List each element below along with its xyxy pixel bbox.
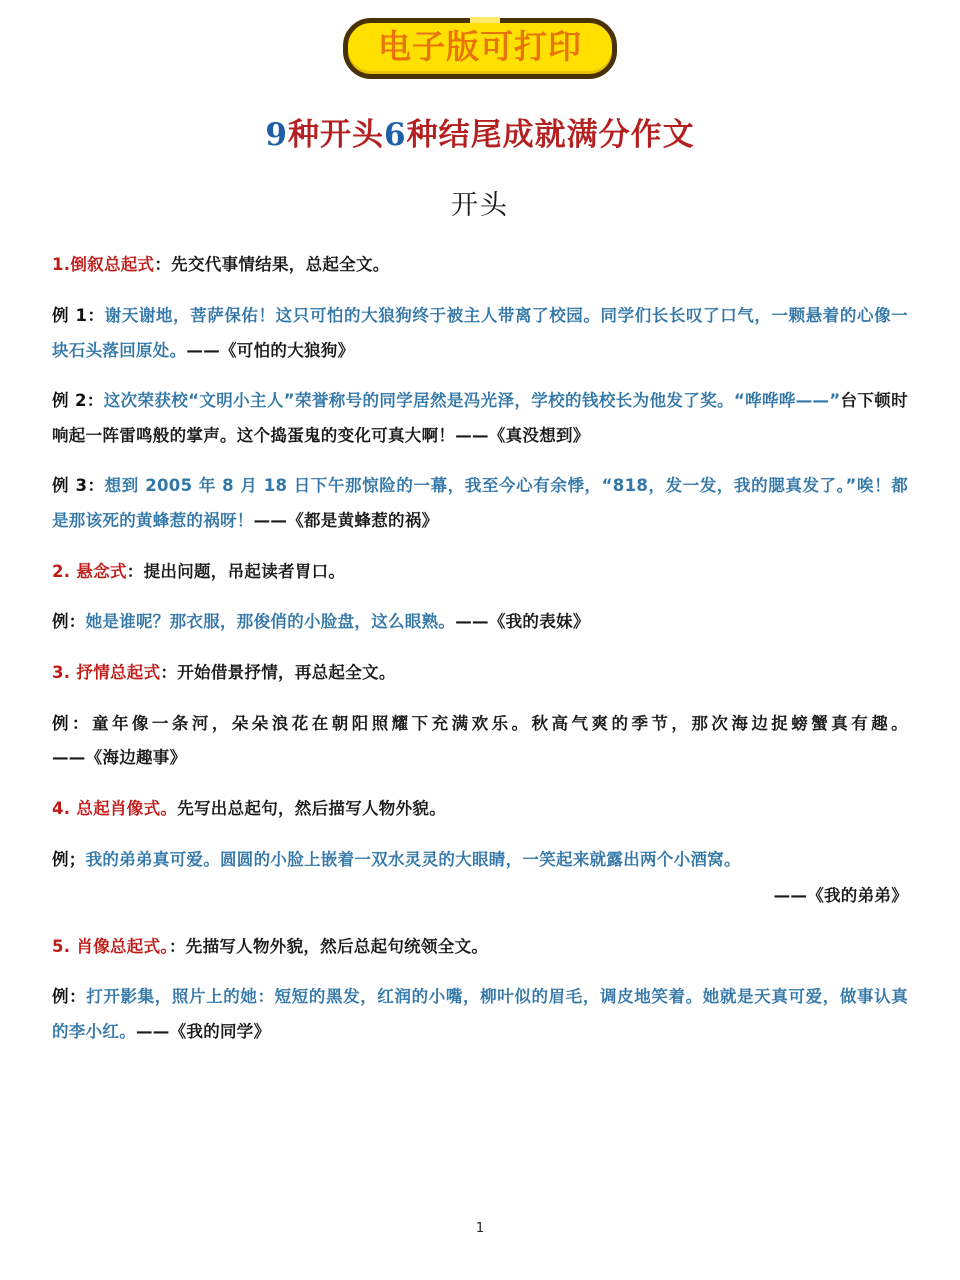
example-body-blue: 打开影集，照片上的她：短短的黑发，红润的小嘴，柳叶似的眉毛，调皮地笑着。她就是天真可爱，做事认真的李小红。 (52, 987, 908, 1042)
example-attribution: ——《我的弟弟》 (773, 886, 908, 906)
example-item (52, 843, 908, 914)
section-heading-label: 3. 抒情总起式 (52, 663, 161, 682)
example-body-blue: 这次荣获校“文明小主人”荣誉称号的同学居然是冯光泽，学校的钱校长为他发了奖。“哗哗哗——” (103, 391, 841, 411)
page-title (0, 115, 960, 155)
section-heading-desc: 先描写人物外貌，然后总起句统领全文。 (185, 936, 489, 956)
example-attribution: ——《都是黄蜂惹的祸》 (253, 511, 439, 531)
example-item (52, 605, 908, 640)
example-body-black: 台下顿时响起一阵雷鸣般的掌声。这个捣蛋鬼的变化可真大啊！ (52, 391, 908, 445)
example-label: 例： (52, 612, 86, 632)
section-heading-label: 1.倒叙总起式 (52, 255, 155, 275)
section-heading (52, 930, 908, 965)
section-heading-desc: 先交代事情结果，总起全文。 (171, 255, 390, 275)
section-heading (52, 656, 908, 691)
example-label: 例 1： (52, 305, 105, 325)
section-heading-colon: ： (154, 255, 172, 275)
example-body-black: 童年像一条河，朵朵浪花在朝阳照耀下充满欢乐。秋高气爽的季节，那次海边捉螃蟹真有趣。 (91, 713, 908, 733)
example-attribution: ——《我的表妹》 (455, 612, 590, 632)
title-number-9: 9 (265, 116, 288, 153)
example-label: 例 2： (52, 391, 104, 411)
example-label: 例： (52, 713, 92, 733)
example-label: 例 3： (52, 476, 105, 496)
example-attribution: ——《真没想到》 (455, 425, 590, 445)
section-heading-label: 2. 悬念式 (52, 561, 127, 581)
title-part-1: 种开头 (288, 116, 384, 153)
section-heading-desc: 提出问题，吊起读者胃口。 (143, 561, 346, 581)
example-body-blue: 她是谁呢？那衣服，那俊俏的小脸盘，这么眼熟。 (85, 612, 456, 632)
badge-container (0, 0, 960, 79)
section-heading (52, 555, 908, 590)
section-heading-desc: 开始借景抒情，再总起全文。 (177, 663, 396, 682)
document-body (52, 248, 908, 1050)
example-label: 例： (52, 987, 87, 1007)
example-item (52, 299, 908, 368)
section-heading-colon: ： (160, 663, 178, 682)
section-subtitle: 开头 (451, 190, 509, 222)
example-attribution: ——《海边趣事》 (52, 748, 187, 768)
section-heading (52, 792, 908, 827)
section-heading (52, 248, 908, 283)
section-heading-desc: 先写出总起句，然后描写人物外貌。 (177, 798, 447, 818)
badge-label: 电子版可打印 (378, 27, 582, 66)
section-heading-label: 4. 总起肖像式。 (52, 798, 178, 818)
section-heading-label: 5. 肖像总起式。 (52, 936, 169, 956)
example-item (52, 469, 908, 538)
title-part-2: 种结尾成就满分作文 (406, 116, 695, 153)
page-number: 1 (475, 1221, 485, 1236)
example-item (52, 980, 908, 1049)
section-heading-colon: ： (168, 936, 186, 956)
example-label: 例； (52, 849, 86, 869)
title-number-6: 6 (384, 116, 407, 153)
example-body-blue: 我的弟弟真可爱。圆圆的小脸上嵌着一双水灵灵的大眼睛，一笑起来就露出两个小酒窝。 (85, 849, 741, 869)
example-attribution: ——《可怕的大狼狗》 (186, 340, 355, 360)
example-body-blue: 想到 2005 年 8 月 18 日下午那惊险的一幕，我至今心有余悸，“818，发一发，我的腮真发了。”唉！都是那该死的黄蜂惹的祸呀！ (52, 476, 908, 531)
example-item (52, 384, 908, 453)
example-body-blue: 谢天谢地，菩萨保佑！这只可怕的大狼狗终于被主人带离了校园。同学们长长叹了口气，一颗悬着的心像一块石头落回原处。 (52, 305, 908, 360)
example-item (52, 707, 908, 776)
printable-badge (343, 18, 617, 79)
example-attribution: ——《我的同学》 (136, 1022, 271, 1042)
section-heading-colon: ： (126, 561, 144, 581)
